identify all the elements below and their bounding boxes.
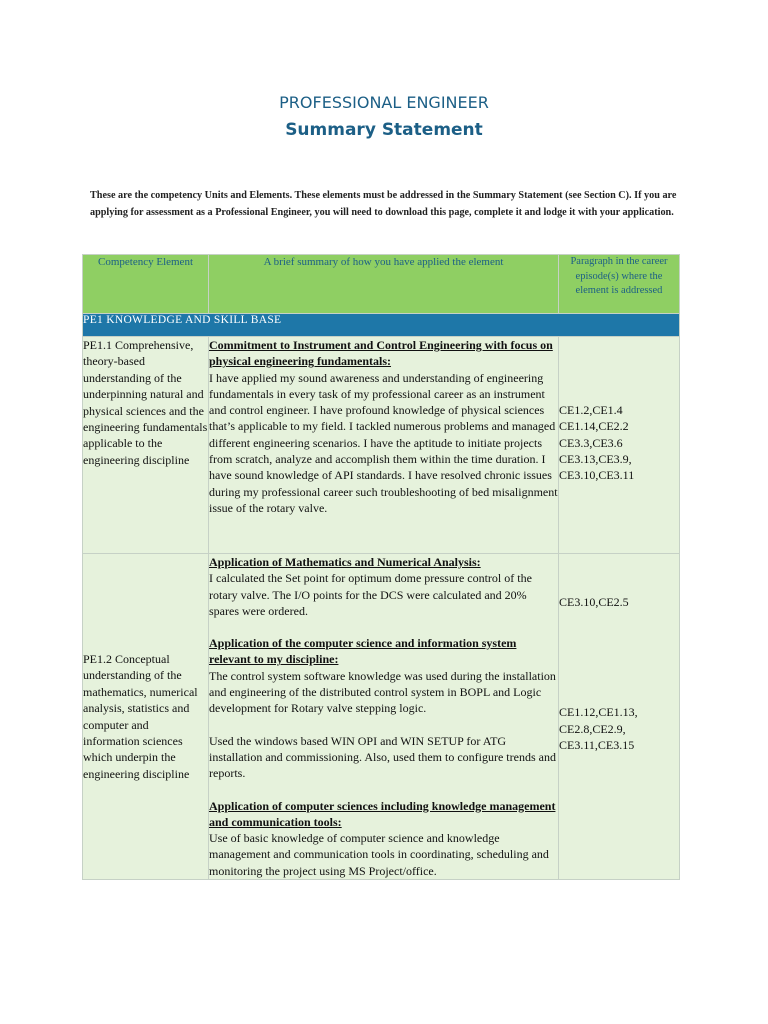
paragraph-ref: CE3.3,CE3.6 bbox=[559, 435, 623, 450]
table-header-row bbox=[83, 255, 680, 314]
paragraph-ref: CE1.2,CE1.4 bbox=[559, 403, 623, 417]
summary-heading: Application of computer sciences including knowledge management and communication tools: bbox=[209, 798, 556, 829]
paragraph-ref: CE3.10,CE3.11 bbox=[559, 468, 635, 483]
summary-body: I calculated the Set point for optimum dome pressure control of the rotary valve. The I/O points for the DCS were calculated and 20% spares were ordered. bbox=[209, 571, 532, 618]
summary-body: The control system software knowledge was used during the installation and engineering of the distributed control system in BOPL and Logic development for Rotary valve stepping logic. bbox=[209, 668, 556, 716]
paragraph-cell bbox=[559, 337, 680, 554]
document-subtitle: Summary Statement bbox=[285, 120, 483, 140]
document-title: PROFESSIONAL ENGINEER bbox=[279, 93, 489, 112]
paragraph-cell bbox=[559, 554, 680, 880]
summary-heading: Application of the computer science and information system relevant to my discipline: bbox=[209, 636, 517, 667]
paragraph-ref: CE3.10,CE2.5 bbox=[559, 595, 629, 609]
summary-body: Used the windows based WIN OPI and WIN SETUP for ATG installation and commissioning. Also, used them to configure trends and reports. bbox=[209, 733, 556, 781]
paragraph-ref: CE2.8,CE2.9, bbox=[559, 721, 626, 736]
summary-cell bbox=[209, 337, 559, 554]
table-row bbox=[83, 554, 680, 880]
summary-heading: Application of Mathematics and Numerical Analysis: bbox=[209, 555, 481, 569]
header-competency-element: Competency Element bbox=[83, 255, 209, 314]
element-cell: PE1.2 Conceptual understanding of the mathematics, numerical analysis, statistics and computer and information sciences which underpin the engineering discipline bbox=[83, 554, 209, 880]
summary-cell bbox=[209, 554, 559, 880]
element-cell: PE1.1 Comprehensive, theory-based understanding of the underpinning natural and physical sciences and the engineering fundamentals applicable to the engineering discipline bbox=[83, 337, 209, 554]
table-row bbox=[83, 337, 680, 554]
paragraph-ref: CE3.11,CE3.15 bbox=[559, 737, 635, 752]
paragraph-ref: CE1.14,CE2.2 bbox=[559, 419, 629, 434]
section-row bbox=[83, 314, 680, 337]
intro-paragraph: These are the competency Units and Elements. These elements must be addressed in the Summary Statement (see Section C). If you are applying for assessment as a Professional Engineer, you will need to download this page, complete it and lodge it with your application. bbox=[90, 190, 677, 218]
summary-heading: Commitment to Instrument and Control Engineering with focus on physical engineering fundamentals: bbox=[209, 338, 553, 369]
paragraph-ref: CE1.12,CE1.13, bbox=[559, 705, 638, 720]
section-title: PE1 KNOWLEDGE AND SKILL BASE bbox=[83, 314, 680, 337]
summary-body: I have applied my sound awareness and understanding of engineering fundamentals in every task of my professional career as an instrument and control engineer. I have profound knowledge of physical sciences that’s applicable to my field. I tackled numerous problems and managed different engineering scenarios. I have the aptitude to initiate projects from scratch, analyze and accomplish them within the time duration. I have sound knowledge of API standards. I have resolved chronic issues during my professional career such troubleshooting of bed misalignment issue of the rotary valve. bbox=[209, 370, 558, 515]
paragraph-ref: CE3.13,CE3.9, bbox=[559, 451, 632, 466]
summary-body: Use of basic knowledge of computer science and knowledge management and communication tools in coordinating, scheduling and monitoring the project using MS Project/office. bbox=[209, 831, 549, 878]
header-summary: A brief summary of how you have applied the element bbox=[209, 255, 559, 314]
header-paragraph: Paragraph in the career episode(s) where the element is addressed bbox=[559, 255, 680, 314]
competency-table bbox=[82, 254, 680, 880]
